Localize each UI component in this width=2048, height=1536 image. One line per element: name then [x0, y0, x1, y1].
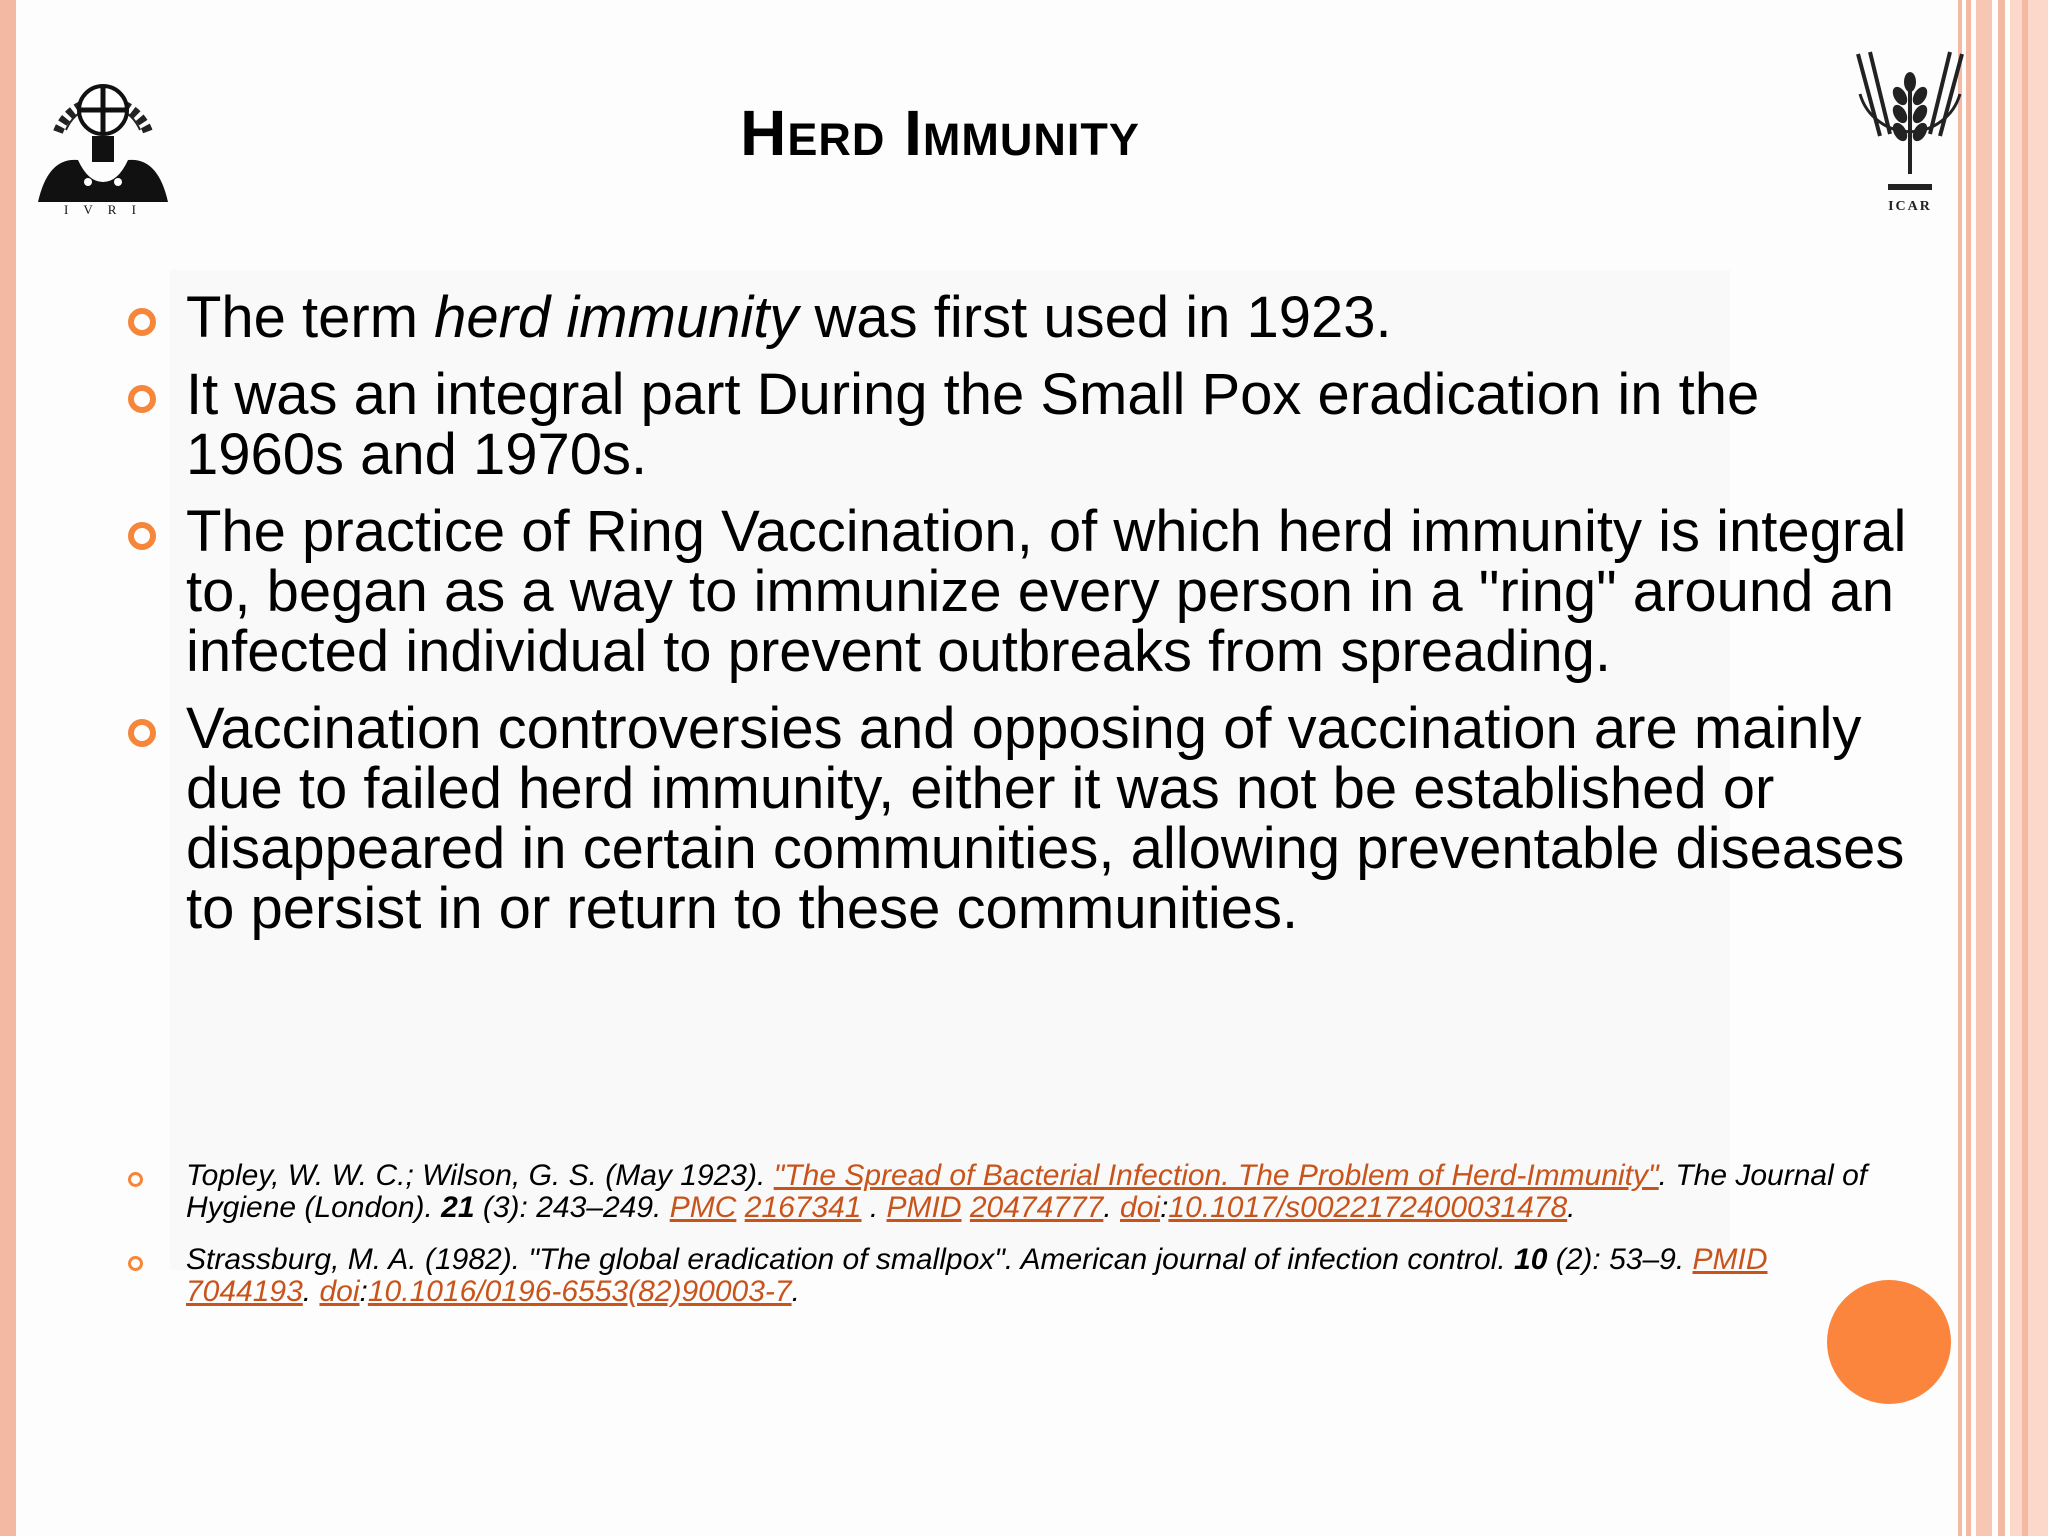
bullet-circle-icon	[128, 719, 156, 747]
doi-id-link[interactable]: 10.1017/s0022172400031478	[1168, 1191, 1568, 1224]
bullet-text: It was an integral part During the Small Pox eradication in the 1960s and 1970s.	[186, 362, 1760, 487]
reference-list	[124, 1160, 1884, 1328]
right-border-stripe	[1966, 0, 1971, 1536]
bullet-item	[124, 499, 1914, 684]
bullet-text: The practice of Ring Vaccination, of which herd immunity is integral to, began as a way to immunize every person in a "ring" around an infected individual to prevent outbreaks from spreading.	[186, 499, 1907, 684]
bullet-circle-icon	[128, 1172, 143, 1187]
pmid-link[interactable]: PMID	[1692, 1243, 1768, 1276]
bullet-text: Vaccination controversies and opposing of vaccination are mainly due to failed herd immunity, either it was not be established or disappeared in certain communities, allowing preventable diseases to persist in or return to these communities.	[186, 696, 1905, 941]
bullet-circle-icon	[128, 1256, 143, 1271]
svg-text:ICAR: ICAR	[1888, 199, 1932, 214]
bullet-item	[124, 362, 1914, 487]
bullet-circle-icon	[128, 308, 156, 336]
right-border-stripe	[1976, 0, 1992, 1536]
right-border-stripe	[1998, 0, 2005, 1536]
pmid-id-link[interactable]: 20474777	[969, 1191, 1104, 1224]
bullet-item	[124, 285, 1914, 350]
slide-title: Herd Immunity	[740, 97, 1140, 169]
doi-link[interactable]: doi	[319, 1275, 360, 1308]
right-border-stripe	[1958, 0, 1962, 1536]
pmc-link[interactable]: PMC	[669, 1191, 737, 1224]
bullet-circle-icon	[128, 522, 156, 550]
doi-link[interactable]: doi	[1120, 1191, 1161, 1224]
doi-id-link[interactable]: 10.1016/0196-6553(82)90003-7	[367, 1275, 792, 1308]
right-border-stripe	[2010, 0, 2048, 1536]
pmc-id-link[interactable]: 2167341	[744, 1191, 862, 1224]
left-border-strip	[0, 0, 16, 1536]
right-border-stripe	[2022, 0, 2028, 1536]
bullet-text: The term herd immunity was first used in 1923.	[186, 285, 1392, 350]
decorative-orange-circle	[1827, 1280, 1951, 1404]
svg-text:I V R I: I V R I	[64, 202, 142, 217]
bullet-list	[124, 285, 1914, 956]
reference-item: Topley, W. W. C.; Wilson, G. S. (May 1923). "The Spread of Bacterial Infection. The Problem of Herd-Immunity". The Journal of Hygiene (London). 21 (3): 243–249. PMC 2167341 . PMID 20474777. doi:10.1017/s0022172400031478.	[124, 1160, 1884, 1224]
pmid-link[interactable]: PMID	[886, 1191, 962, 1224]
pmid-id-link[interactable]: 7044193	[186, 1275, 303, 1308]
reference-title-link[interactable]: "The Spread of Bacterial Infection. The Problem of Herd-Immunity"	[773, 1159, 1659, 1192]
bullet-circle-icon	[128, 385, 156, 413]
reference-item: Strassburg, M. A. (1982). "The global eradication of smallpox". American journal of infection control. 10 (2): 53–9. PMID 7044193. doi:10.1016/0196-6553(82)90003-7.	[124, 1244, 1884, 1308]
bullet-item	[124, 696, 1914, 941]
